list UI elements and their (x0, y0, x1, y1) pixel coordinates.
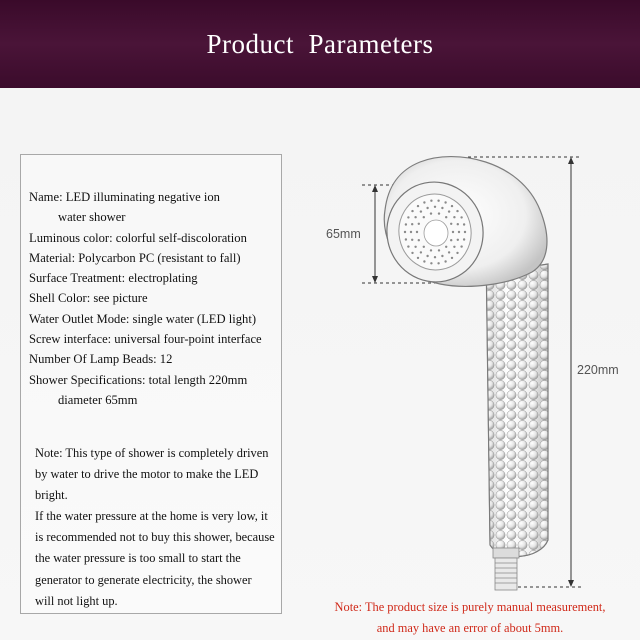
nozzle-dot (407, 216, 409, 218)
nozzle-dot (416, 231, 418, 233)
nozzle-dot (460, 245, 462, 247)
nozzle-dot (405, 223, 407, 225)
note-line: If the water pressure at the home is very low, it (35, 509, 268, 524)
nozzle-dot (444, 260, 446, 262)
nozzle-dot (430, 249, 432, 251)
nozzle-dot (411, 252, 413, 254)
nozzle-dot (426, 255, 428, 257)
nozzle-dot (405, 238, 407, 240)
spec-water-outlet-mode: Water Outlet Mode: single water (LED light) (29, 311, 257, 326)
nozzle-dot (407, 245, 409, 247)
header-banner (0, 0, 640, 88)
nozzle-dot (458, 231, 460, 233)
nozzle-dot (434, 256, 436, 258)
nozzle-dot (423, 246, 425, 248)
nozzle-dot (453, 216, 455, 218)
spec-panel (20, 154, 282, 614)
nozzle-dot (457, 239, 459, 241)
shower-head-illustration (300, 150, 640, 610)
spec-lamp-beads: Number Of Lamp Beads: 12 (29, 352, 173, 367)
measurement-footnote (300, 597, 640, 639)
nozzle-dot (438, 212, 440, 214)
spec-shower-specifications: Shower Specifications: total length 220mm (29, 372, 248, 387)
nozzle-dot (418, 239, 420, 241)
nozzle-dot (417, 257, 419, 259)
nozzle-dot (460, 216, 462, 218)
thread-connector (493, 548, 519, 590)
nozzle-dot (438, 249, 440, 251)
nozzle-dot (450, 239, 452, 241)
footnote-line-2: and may have an error of about 5mm. (376, 621, 564, 635)
spec-diameter: diameter 65mm (58, 392, 138, 407)
spec-luminous-color: Luminous color: colorful self-discoloration (29, 230, 247, 245)
nozzle-dot (441, 207, 443, 209)
spec-list (29, 187, 301, 410)
nozzle-dot (444, 201, 446, 203)
note-line: is recommended not to buy this shower, because (35, 530, 275, 545)
nozzle-dot (420, 251, 422, 253)
nozzle-dot (420, 210, 422, 212)
nozzle-dot (441, 255, 443, 257)
nozzle-dot (418, 223, 420, 225)
nozzle-dot (410, 231, 412, 233)
nozzle-dot (411, 239, 413, 241)
nozzle-dot (445, 216, 447, 218)
nozzle-dot (437, 200, 439, 202)
nozzle-dot (414, 246, 416, 248)
nozzle-dot (437, 262, 439, 264)
nozzle-dot (404, 231, 406, 233)
nozzle-dot (448, 251, 450, 253)
nozzle-dot (456, 210, 458, 212)
note-line: will not light up. (35, 593, 118, 608)
footnote-line-1: Note: The product size is purely manual measurement, (334, 600, 606, 614)
nozzle-dot (456, 252, 458, 254)
nozzle-dot (411, 223, 413, 225)
spec-name: Name: LED illuminating negative ion (29, 190, 220, 204)
spec-name-continued: water shower (58, 210, 126, 225)
note-line: generator to generate electricity, the shower (35, 572, 252, 587)
nozzle-dot (451, 205, 453, 207)
nozzle-dot (423, 201, 425, 203)
nozzle-dot (430, 200, 432, 202)
page-title: Product Parameters (206, 28, 434, 59)
note-line: Note: This type of shower is completely driven (35, 446, 269, 460)
nozzle-dot (450, 223, 452, 225)
nozzle-dot (463, 223, 465, 225)
spec-shell-color: Shell Color: see picture (29, 291, 148, 306)
nozzle-dot (430, 212, 432, 214)
total-length-label: 220mm (577, 363, 619, 377)
note-line: by water to drive the motor to make the LED (35, 467, 259, 482)
nozzle-dot (430, 262, 432, 264)
nozzle-dot (464, 231, 466, 233)
note-line: bright. (35, 488, 68, 503)
head-diameter-label: 65mm (326, 227, 361, 241)
spec-surface-treatment: Surface Treatment: electroplating (29, 271, 198, 286)
note-line: the water pressure is too small to start the (35, 551, 241, 566)
nozzle-dot (451, 257, 453, 259)
nozzle-dot (417, 205, 419, 207)
usage-note (35, 443, 297, 612)
nozzle-dot (426, 207, 428, 209)
nozzle-dot (423, 216, 425, 218)
nozzle-dot (414, 216, 416, 218)
nozzle-dot (445, 246, 447, 248)
nozzle-dot (457, 223, 459, 225)
nozzle-dot (452, 231, 454, 233)
nozzle-dot (434, 206, 436, 208)
spec-screw-interface: Screw interface: universal four-point interface (29, 332, 262, 347)
nozzle-dot (448, 210, 450, 212)
nozzle-dot (463, 238, 465, 240)
nozzle-dot (411, 210, 413, 212)
nozzle-dot (423, 260, 425, 262)
spec-material: Material: Polycarbon PC (resistant to fall) (29, 250, 241, 265)
nozzle-dot (453, 246, 455, 248)
